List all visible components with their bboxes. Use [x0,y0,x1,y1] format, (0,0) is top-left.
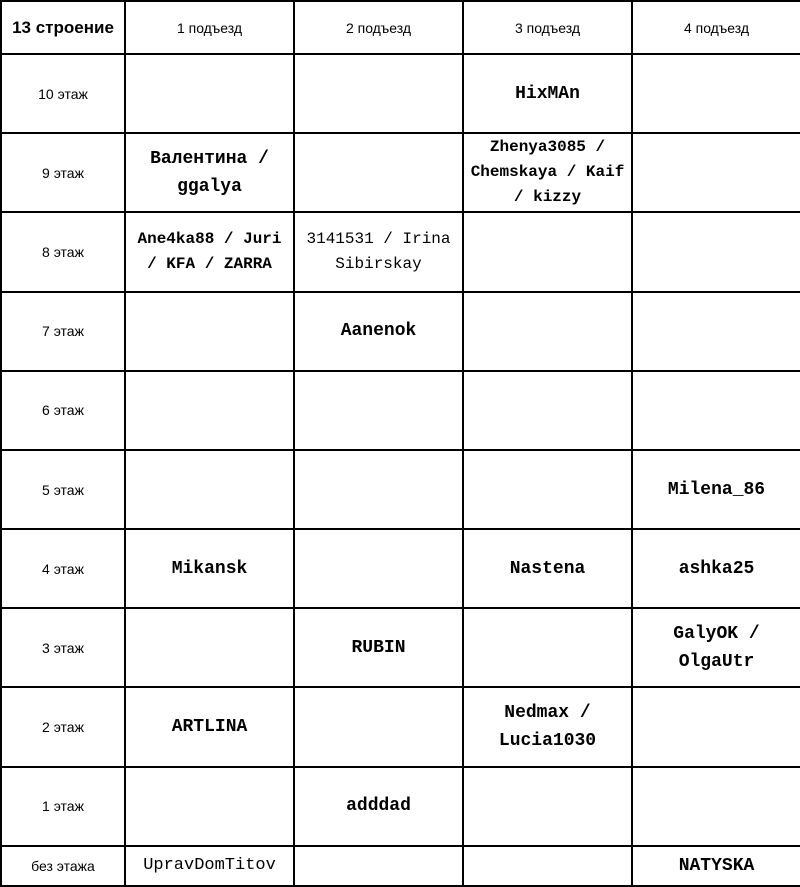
resident-cell: NATYSKA [632,846,800,886]
resident-cell [294,687,463,766]
table-row [1,608,800,687]
resident-cell: Milena_86 [632,450,800,529]
entrance-header-1: 1 подъезд [125,1,294,54]
resident-cell: Aanenok [294,292,463,371]
table-row [1,54,800,133]
floor-label: 8 этаж [1,212,125,291]
table-row [1,133,800,212]
table-row [1,767,800,846]
resident-cell [125,608,294,687]
resident-cell: Zhenya3085 / Chemskaya / Kaif / kizzy [463,133,632,212]
header-row [1,1,800,54]
resident-cell [294,846,463,886]
resident-cell: adddad [294,767,463,846]
floor-label: 9 этаж [1,133,125,212]
resident-cell: Nastena [463,529,632,608]
resident-cell [632,687,800,766]
resident-cell [294,529,463,608]
floor-label: 10 этаж [1,54,125,133]
resident-cell: Валентина / ggalya [125,133,294,212]
table-row [1,846,800,886]
resident-cell [463,450,632,529]
table-row [1,450,800,529]
floor-label: 6 этаж [1,371,125,450]
resident-cell: RUBIN [294,608,463,687]
resident-cell [125,54,294,133]
resident-cell [125,450,294,529]
resident-cell [632,54,800,133]
building-title: 13 строение [1,1,125,54]
resident-cell [463,608,632,687]
resident-cell [463,292,632,371]
resident-cell [125,292,294,371]
floor-label: 1 этаж [1,767,125,846]
resident-cell [125,767,294,846]
table-row [1,687,800,766]
table-row [1,212,800,291]
floor-label: 2 этаж [1,687,125,766]
resident-cell: ashka25 [632,529,800,608]
table-row [1,529,800,608]
resident-cell: Nedmax / Lucia1030 [463,687,632,766]
resident-cell: Ane4ka88 / Juri / KFA / ZARRA [125,212,294,291]
resident-cell: Mikansk [125,529,294,608]
resident-cell: 3141531 / Irina Sibirskay [294,212,463,291]
entrance-header-4: 4 подъезд [632,1,800,54]
resident-cell [125,371,294,450]
resident-cell [632,292,800,371]
resident-cell [463,767,632,846]
resident-cell [632,371,800,450]
resident-cell [294,450,463,529]
table-row [1,371,800,450]
resident-cell [463,371,632,450]
floor-label: 5 этаж [1,450,125,529]
floor-label: 4 этаж [1,529,125,608]
floor-label: без этажа [1,846,125,886]
resident-cell: GalyOK / OlgaUtr [632,608,800,687]
entrance-header-3: 3 подъезд [463,1,632,54]
floor-label: 3 этаж [1,608,125,687]
resident-cell [294,54,463,133]
resident-cell: HixMAn [463,54,632,133]
entrance-header-2: 2 подъезд [294,1,463,54]
resident-cell [463,212,632,291]
resident-cell [632,133,800,212]
resident-cell [294,371,463,450]
resident-cell [294,133,463,212]
resident-cell: UpravDomTitov [125,846,294,886]
table-row [1,292,800,371]
resident-cell [463,846,632,886]
floor-label: 7 этаж [1,292,125,371]
resident-cell [632,212,800,291]
resident-cell [632,767,800,846]
resident-cell: ARTLINA [125,687,294,766]
